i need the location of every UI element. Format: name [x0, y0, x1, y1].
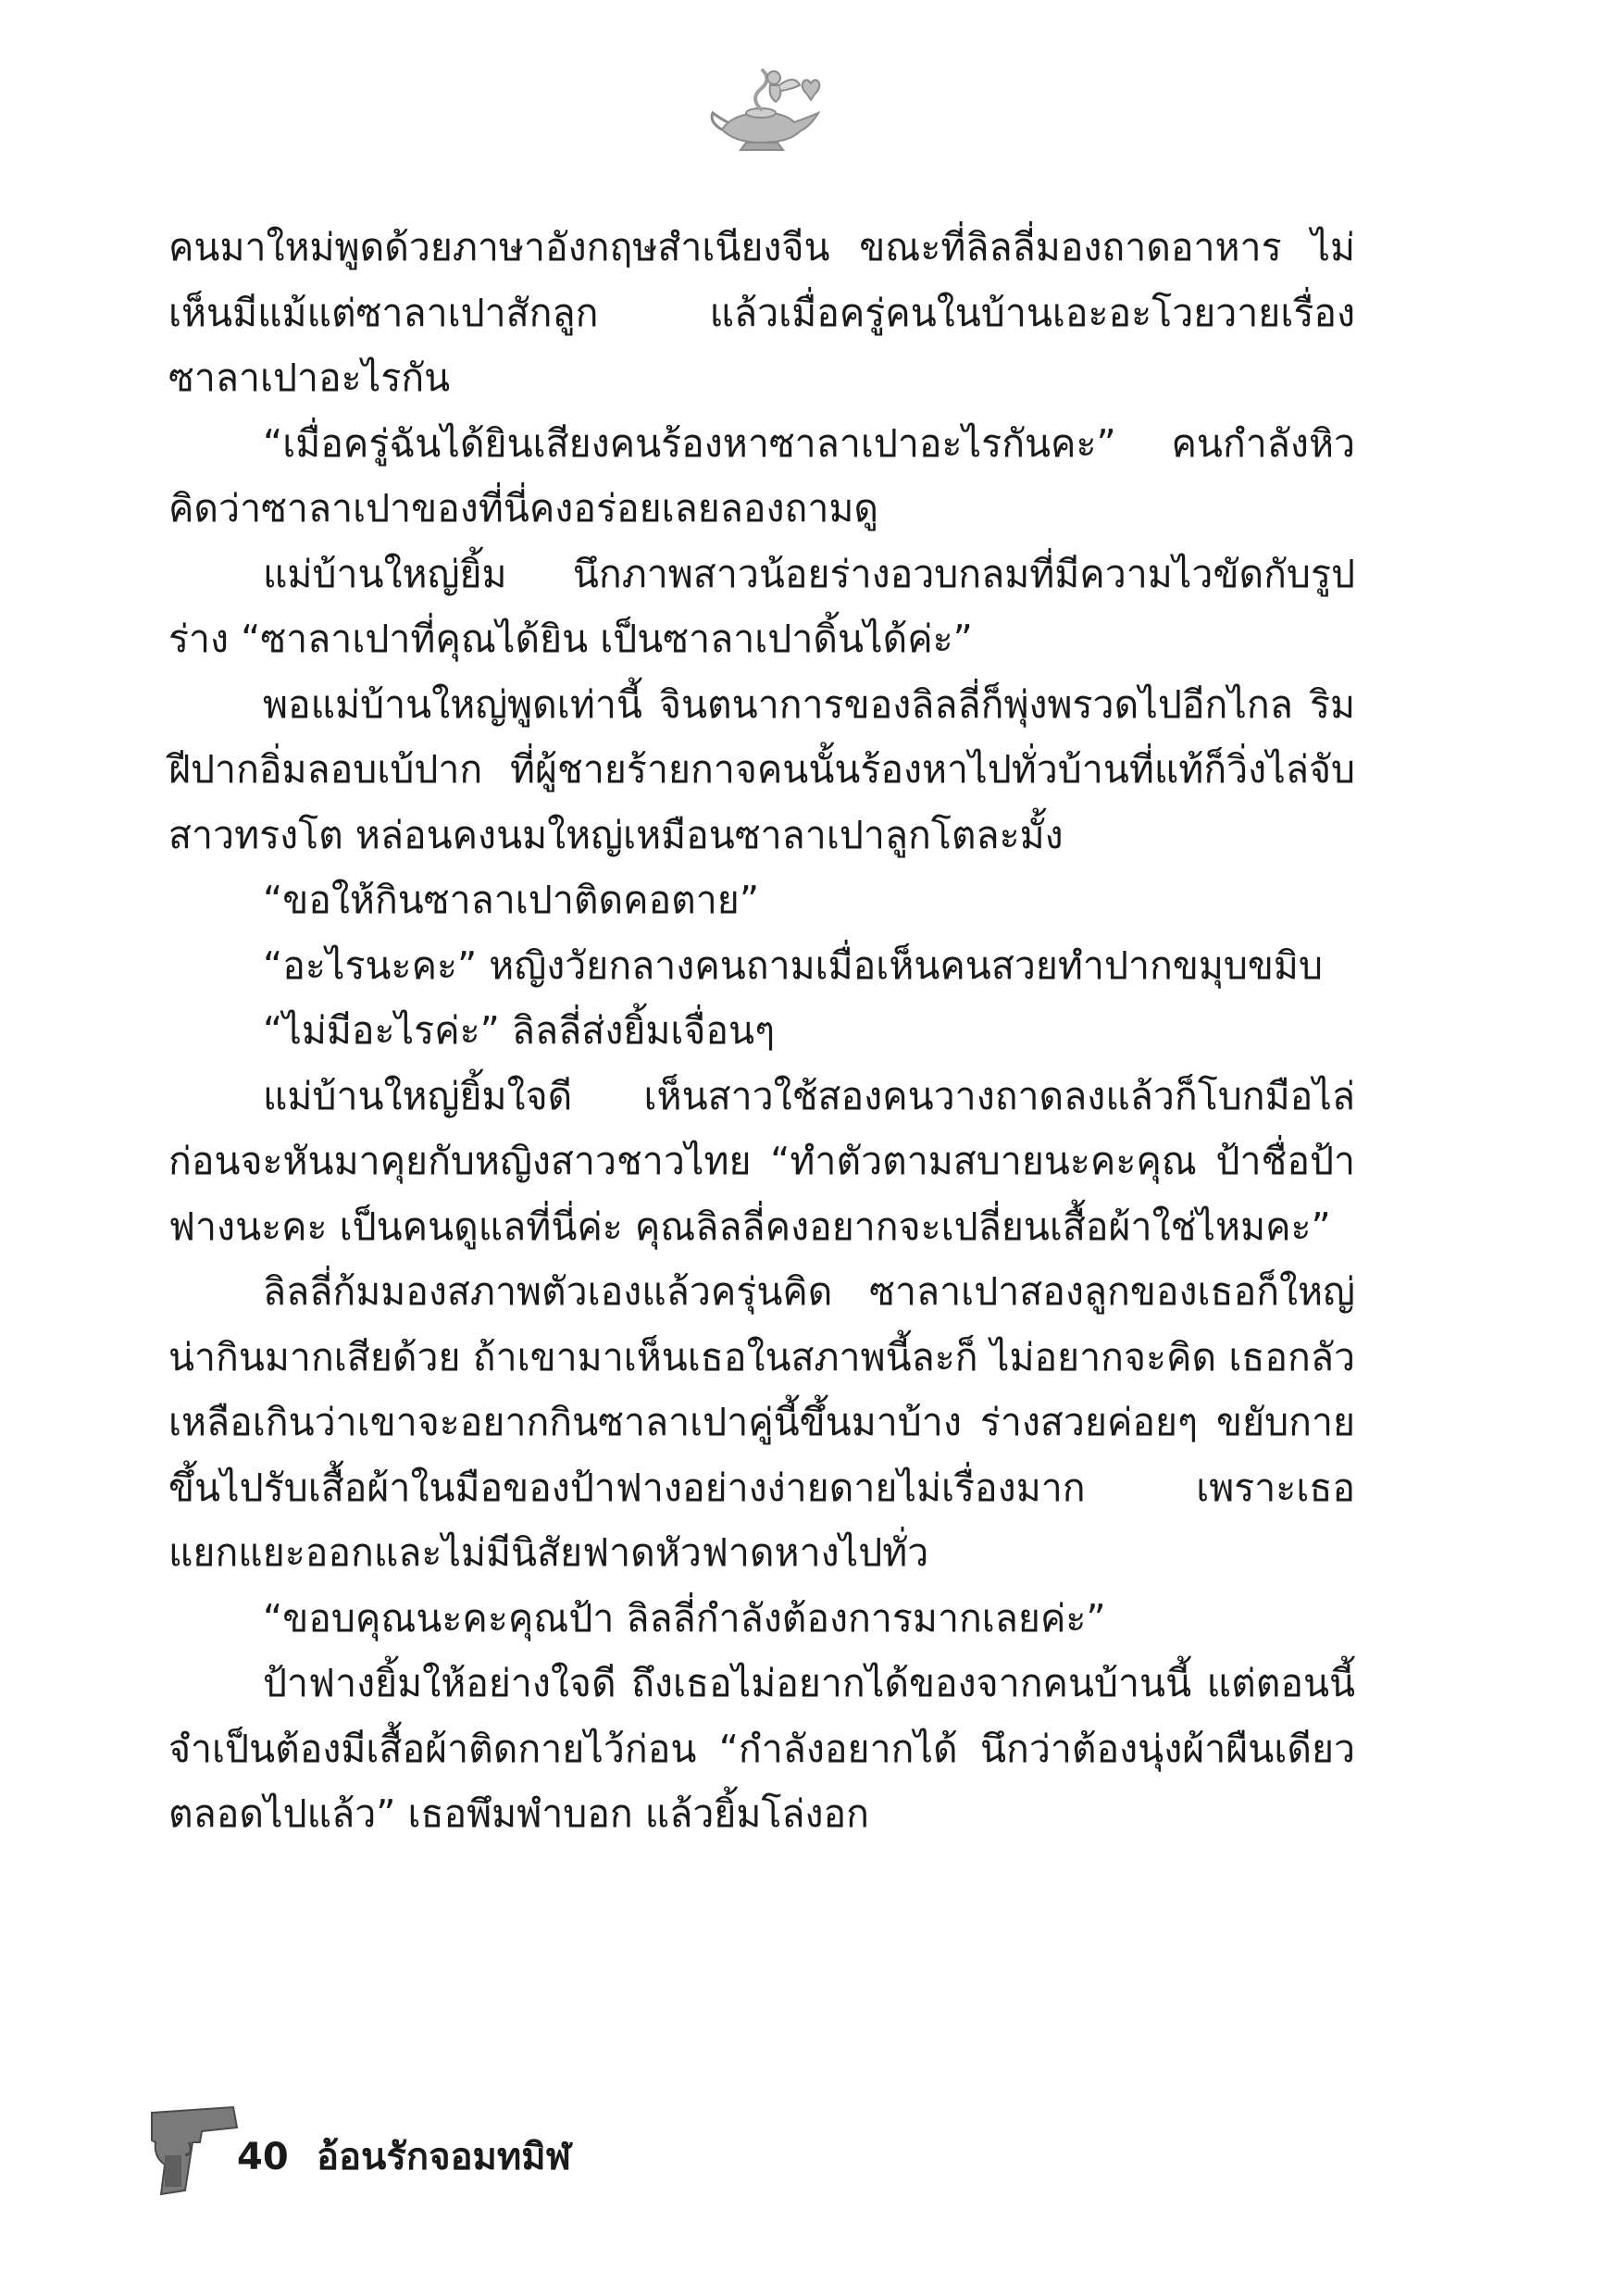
- paragraph-10: “ขอบคุณนะคะคุณป้า ลิลลี่กำลังต้องการมากเลยค่ะ”: [263, 1595, 1106, 1641]
- paragraph-6: “อะไรนะคะ” หญิงวัยกลางคนถามเมื่อเห็นคนสวยทำปากขมุบขมิบ: [263, 942, 1323, 988]
- page-footer: [144, 2100, 977, 2211]
- body-text: [168, 215, 1355, 1847]
- paragraph-9: ลิลลี่ก้มมองสภาพตัวเองแล้วครุ่นคิด ซาลาเปาสองลูกของเธอก็ใหญ่น่ากินมากเสียด้วย ถ้าเขามาเห็นเธอในสภาพนี้ละก็ ไม่อยากจะคิด เธอกลัวเหลือเกินว่าเขาจะอยากกินซาลาเปาคู่นี้ขึ้นมาบ้าง ร่างสวยค่อยๆ ขยับกายขึ้นไปรับเสื้อผ้าในมือของป้าฟางอย่างง่ายดายไม่เรื่องมาก เพราะเธอแยกแยะออกและไม่มีนิสัยฟาดหัวฟาดหางไปทั่ว: [168, 1269, 1355, 1575]
- pistol-icon: [144, 2100, 246, 2202]
- paragraph-8: แม่บ้านใหญ่ยิ้มใจดี เห็นสาวใช้สองคนวางถาดลงแล้วก็โบกมือไล่ก่อนจะหันมาคุยกับหญิงสาวชาวไทย “ทำตัวตามสบายนะคะคุณ ป้าชื่อป้าฟางนะคะ เป็นคนดูแลที่นี่ค่ะ คุณลิลลี่คงอยากจะเปลี่ยนเสื้อผ้าใช่ไหมคะ”: [168, 1073, 1355, 1249]
- paragraph-4: พอแม่บ้านใหญ่พูดเท่านี้ จินตนาการของลิลลี่ก็พุ่งพรวดไปอีกไกล ริมฝีปากอิ่มลอบเบ้ปาก ที่ผู้ชายร้ายกาจคนนั้นร้องหาไปทั่วบ้านที่แท้ก็วิ่งไล่จับสาวทรงโต หล่อนคงนมใหญ่เหมือนซาลาเปาลูกโตละมั้ง: [168, 681, 1355, 857]
- paragraph-3: แม่บ้านใหญ่ยิ้ม นึกภาพสาวน้อยร่างอวบกลมที่มีความไวขัดกับรูปร่าง “ซาลาเปาที่คุณได้ยิน เป็นซาลาเปาดิ้นได้ค่ะ”: [168, 551, 1355, 661]
- genie-lamp-with-cupid-icon: [703, 57, 833, 159]
- page-number: 40: [237, 2136, 289, 2178]
- paragraph-11: ป้าฟางยิ้มให้อย่างใจดี ถึงเธอไม่อยากได้ของจากคนบ้านนี้ แต่ตอนนี้จำเป็นต้องมีเสื้อผ้าติดกายไว้ก่อน “กำลังอยากได้ นึกว่าต้องนุ่งผ้าผืนเดียวตลอดไปแล้ว” เธอพึมพำบอก แล้วยิ้มโล่งอก: [168, 1661, 1355, 1836]
- paragraph-2: “เมื่อครู่ฉันได้ยินเสียงคนร้องหาซาลาเปาอะไรกันคะ” คนกำลังหิวคิดว่าซาลาเปาของที่นี่คงอร่อยเลยลองถามดู: [168, 420, 1355, 530]
- book-title: อ้อนรักจอมทมิฬ: [317, 2136, 571, 2178]
- paragraph-5: “ขอให้กินซาลาเปาติดคอตาย”: [263, 878, 760, 922]
- paragraph-7: “ไม่มีอะไรค่ะ” ลิลลี่ส่งยิ้มเจื่อนๆ: [263, 1008, 776, 1053]
- paragraph-1: คนมาใหม่พูดด้วยภาษาอังกฤษสำเนียงจีน ขณะที่ลิลลี่มองถาดอาหาร ไม่เห็นมีแม้แต่ซาลาเปาสักลูก แล้วเมื่อครู่คนในบ้านเอะอะโวยวายเรื่องซาลาเปาอะไรกัน: [168, 225, 1355, 400]
